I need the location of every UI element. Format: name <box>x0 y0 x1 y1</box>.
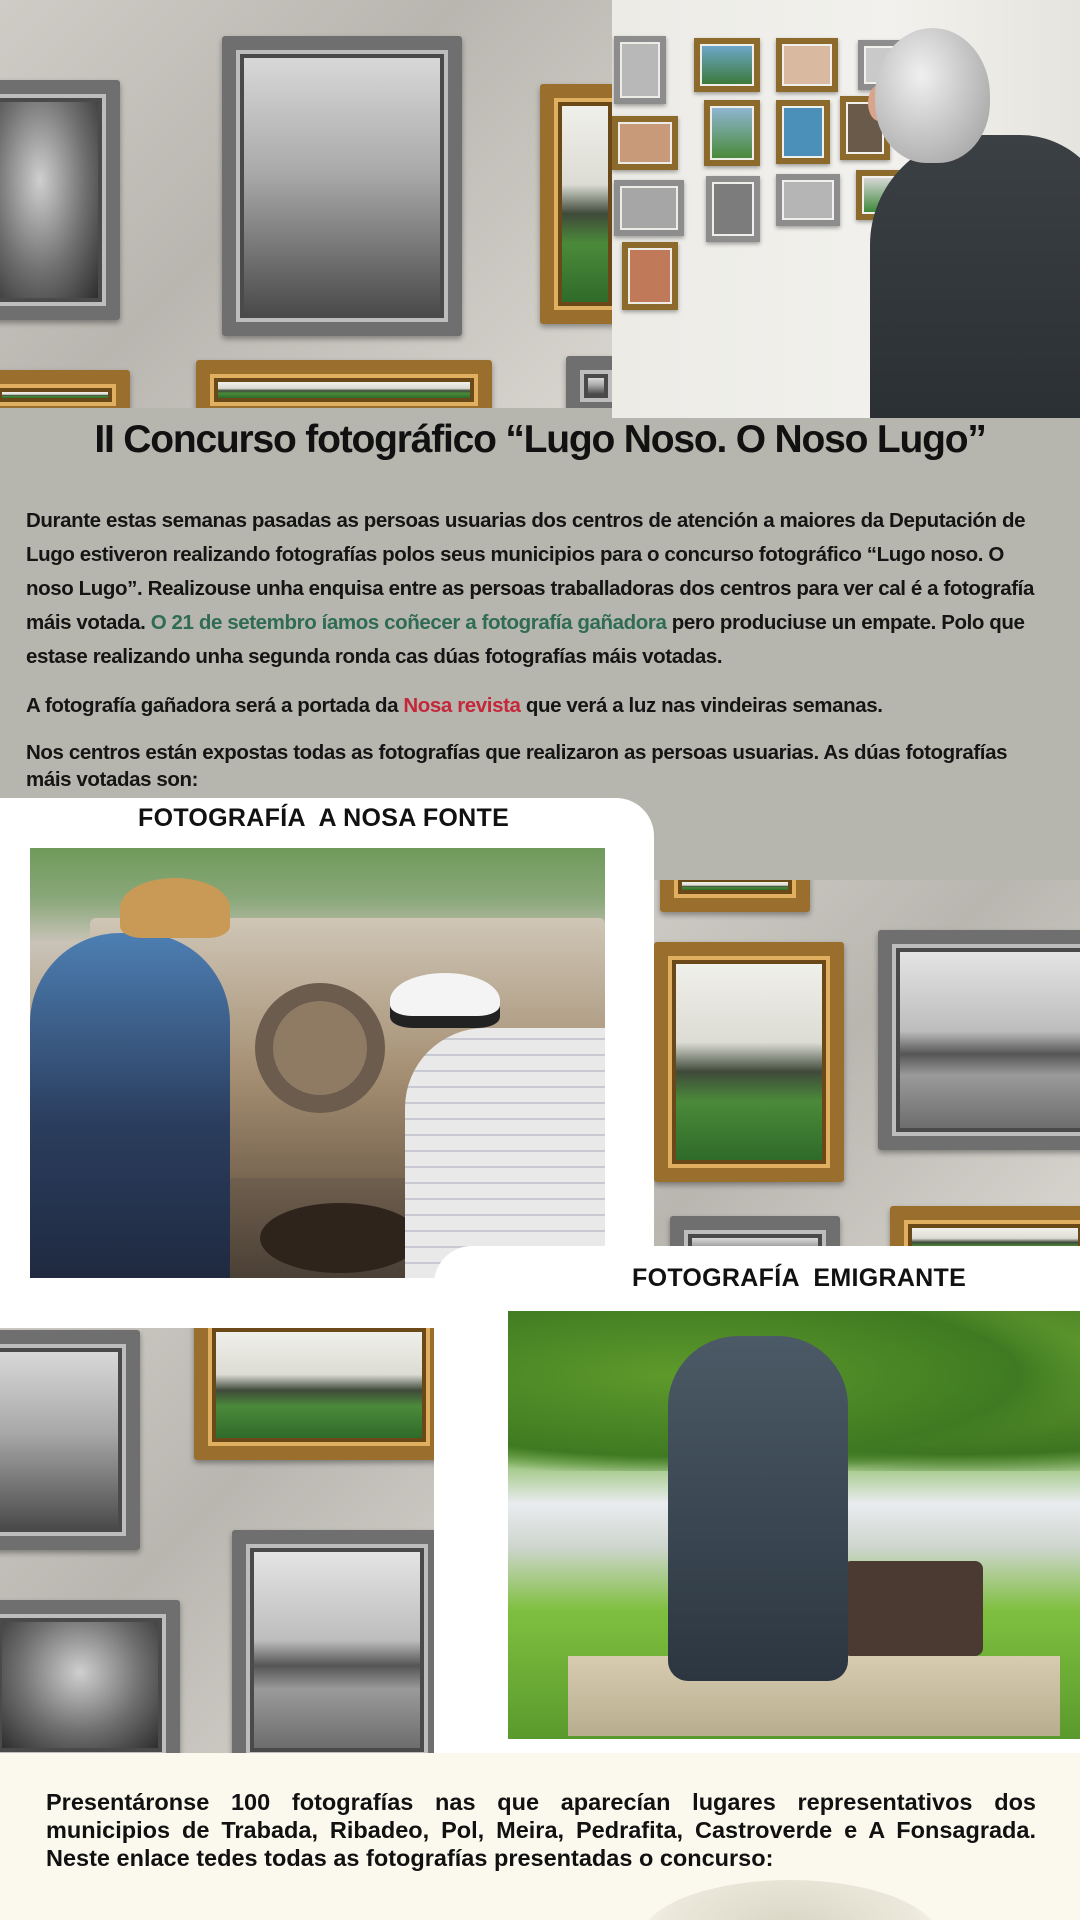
emigrant-statue-photo <box>508 1311 1080 1739</box>
photo-card-emigrante <box>434 1246 1080 1753</box>
closing-paragraph: Presentáronse 100 fotografías nas que aparecían lugares representativos dos municipios de Trabada, Ribadeo, Pol, Meira, Pedrafita, Castroverde e A Fonsagrada. Neste enlace tedes todas as fotografías presentadas o concurso: <box>46 1789 1036 1871</box>
intro-paragraph <box>26 504 1056 674</box>
article-title: II Concurso fotográfico “Lugo Noso. O Noso Lugo” <box>94 418 986 461</box>
exhibition-paragraph: Nos centros están expostas todas as fotografías que realizaron as persoas usuarias. As dúas fotografías máis votadas son: <box>26 741 1008 791</box>
nosa-revista-link[interactable]: Nosa revista <box>403 694 521 717</box>
intro-text-part2: pero produciuse un empate. Polo que estase realizando unha segunda ronda cas dúas fotografías máis votadas. <box>26 611 1025 668</box>
cover-text-part1: A fotografía gañadora será a portada da <box>26 694 404 717</box>
cover-text-part2: que verá a luz nas vindeiras semanas. <box>520 694 883 717</box>
header-gallery-visitor-image <box>612 0 1080 418</box>
winner-announcement-link[interactable]: O 21 de setembro íamos coñecer a fotografía gañadora <box>150 611 667 634</box>
wall-frames-middle-image <box>640 880 1080 1250</box>
cover-paragraph <box>26 689 1056 723</box>
photo-caption-emigrante: FOTOGRAFÍA EMIGRANTE <box>632 1264 967 1292</box>
wall-frames-bottom-image <box>0 1320 440 1753</box>
fountain-photo <box>30 848 605 1278</box>
intro-text-part1: Durante estas semanas pasadas as persoas usuarias dos centros de atención a maiores da Deputación de Lugo estiveron realizando fotografías polos seus municipios para o concurso fotográfico “Lugo noso. O noso Lugo”. Realizouse unha enquisa entre as persoas traballadoras dos centros para ver cal é a fotografía máis votada. <box>26 509 1034 634</box>
header-framed-photos-image <box>0 0 612 408</box>
photo-caption-a-nosa-fonte: FOTOGRAFÍA A NOSA FONTE <box>138 804 510 832</box>
